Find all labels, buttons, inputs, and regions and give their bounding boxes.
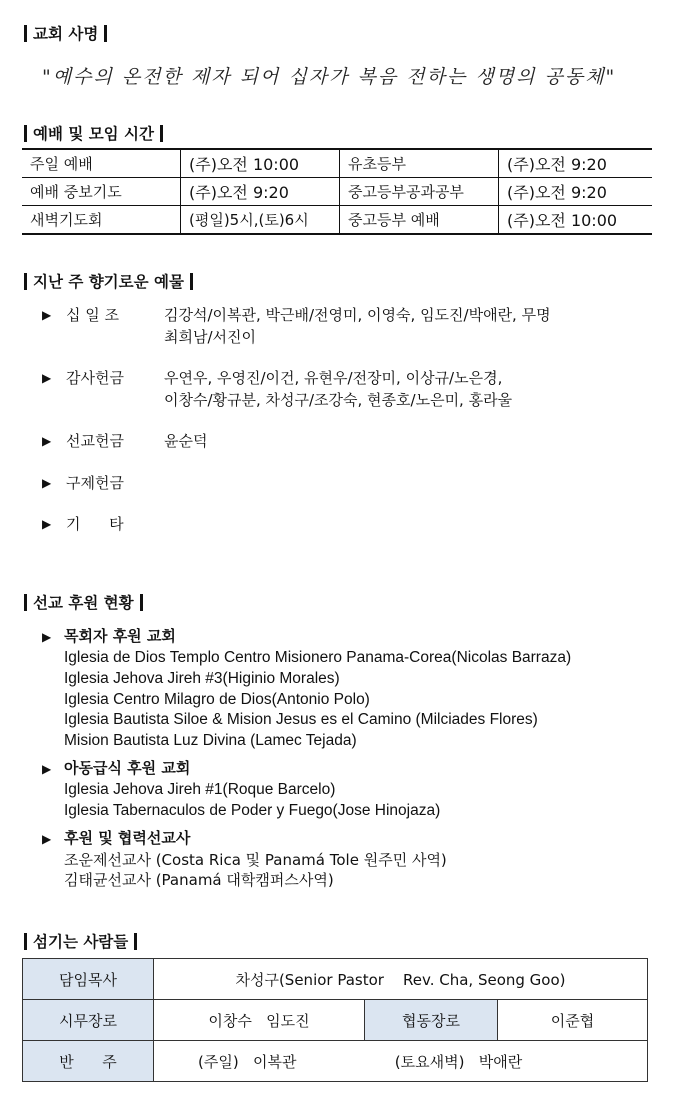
offering-names-line: 이창수/황규분, 차성구/조강숙, 현종호/노은미, 홍라울	[164, 391, 513, 409]
missionary: 김태균선교사 (Panamá 대학캠퍼스사역)	[64, 871, 334, 890]
mission-group-missionaries	[42, 828, 571, 892]
offering-names	[164, 430, 207, 452]
table-row	[22, 149, 652, 178]
offering-names-line: 최희남/서진이	[164, 328, 256, 346]
worship-schedule-table	[22, 148, 652, 235]
missions-title: 선교 후원 현황	[33, 594, 134, 612]
service-time: (주)오전 9:20	[499, 178, 653, 206]
mission-church: Iglesia Jehova Jireh #1(Roque Barcelo)	[64, 780, 336, 798]
church-mission-heading	[24, 22, 107, 44]
offering-names	[164, 367, 512, 411]
senior-pastor-value: 차성구(Senior Pastor Rev. Cha, Seong Goo)	[154, 959, 648, 1000]
offering-relief	[42, 472, 164, 494]
mission-church: Mision Bautista Luz Divina (Lamec Tejada)	[64, 732, 357, 750]
service-name: 새벽기도회	[22, 206, 181, 235]
heading-bar-left	[24, 933, 27, 950]
mission-church: Iglesia Centro Milagro de Dios(Antonio Polo)	[64, 690, 370, 708]
church-mission-title: 교회 사명	[33, 25, 99, 43]
mission-group-child-meals	[42, 758, 571, 822]
servants-title: 섬기는 사람들	[33, 933, 129, 951]
offering-label: 구제헌금	[66, 474, 124, 492]
mission-group-title: 아동급식 후원 교회	[64, 758, 191, 777]
service-name: 중고등부공과공부	[340, 178, 499, 206]
elder-label: 시무장로	[23, 1000, 154, 1041]
offering-thanks	[42, 367, 512, 411]
heading-bar-left	[24, 25, 27, 42]
table-row	[22, 178, 652, 206]
service-time: (주)오전 9:20	[499, 149, 653, 178]
coop-elder-label: 협동장로	[365, 1000, 498, 1041]
offering-names	[164, 304, 551, 348]
worship-heading	[24, 122, 163, 144]
offering-missions	[42, 430, 207, 452]
coop-elder-value: 이준협	[498, 1000, 648, 1041]
servants-heading	[24, 930, 137, 952]
mission-church: Iglesia Tabernaculos de Poder y Fuego(Jose Hinojaza)	[64, 801, 441, 819]
church-motto: "예수의 온전한 제자 되어 십자가 복음 전하는 생명의 공동체"	[42, 66, 617, 88]
mission-group-pastor-support	[42, 626, 571, 752]
offering-names-line: 김강석/이복관, 박근배/전영미, 이영숙, 임도진/박애란, 무명	[164, 306, 551, 324]
service-time: (주)오전 10:00	[499, 206, 653, 235]
table-row	[23, 1041, 648, 1082]
table-row	[23, 959, 648, 1000]
heading-bar-right	[190, 273, 193, 290]
elder-value: 이창수 임도진	[154, 1000, 365, 1041]
mission-group-heading	[42, 626, 571, 648]
accompanist-label: 반 주	[23, 1041, 154, 1082]
triangle-bullet-icon: ▶	[42, 434, 52, 448]
offering-other	[42, 513, 164, 535]
offerings-title: 지난 주 향기로운 예물	[33, 273, 184, 291]
heading-bar-right	[104, 25, 107, 42]
service-time: (평일)5시,(토)6시	[181, 206, 340, 235]
missionary: 조운제선교사 (Costa Rica 및 Panamá Tole 원주민 사역)	[64, 850, 447, 869]
accompanist-saturday: (토요새벽) 박애란	[394, 1052, 523, 1071]
triangle-bullet-icon: ▶	[42, 831, 52, 846]
mission-group-title: 후원 및 협력선교사	[64, 828, 191, 847]
servants-table	[22, 958, 648, 1082]
heading-bar-left	[24, 273, 27, 290]
mission-church: Iglesia Jehova Jireh #3(Higinio Morales)	[64, 669, 340, 687]
triangle-bullet-icon: ▶	[42, 630, 52, 644]
triangle-bullet-icon: ▶	[42, 517, 52, 531]
table-row	[23, 1000, 648, 1041]
offering-label: 기 타	[66, 515, 124, 533]
offering-names-line: 우연우, 우영진/이건, 유현우/전장미, 이상규/노은경,	[164, 369, 503, 387]
missions-list	[42, 626, 571, 897]
mission-church: Iglesia de Dios Templo Centro Misionero Panama-Corea(Nicolas Barraza)	[64, 649, 572, 666]
senior-pastor-label: 담임목사	[23, 959, 154, 1000]
service-time: (주)오전 10:00	[181, 149, 340, 178]
service-name: 예배 중보기도	[22, 178, 181, 206]
mission-group-heading	[42, 758, 571, 780]
triangle-bullet-icon: ▶	[42, 761, 52, 776]
service-name: 중고등부 예배	[340, 206, 499, 235]
service-name: 유초등부	[340, 149, 499, 178]
triangle-bullet-icon: ▶	[42, 476, 52, 490]
service-time: (주)오전 9:20	[181, 178, 340, 206]
worship-title: 예배 및 모임 시간	[33, 125, 155, 143]
offering-label: 선교헌금	[66, 432, 124, 450]
offering-label: 십 일 조	[66, 306, 120, 324]
heading-bar-right	[140, 594, 143, 611]
offering-names-line: 윤순덕	[164, 432, 208, 450]
triangle-bullet-icon: ▶	[42, 308, 52, 322]
accompanist-sunday: (주일) 이복관	[198, 1052, 297, 1071]
mission-group-title: 목회자 후원 교회	[64, 627, 176, 645]
heading-bar-right	[134, 933, 137, 950]
table-row	[22, 206, 652, 235]
heading-bar-left	[24, 594, 27, 611]
accompanist-value	[154, 1041, 648, 1082]
heading-bar-right	[160, 125, 163, 142]
service-name: 주일 예배	[22, 149, 181, 178]
offering-label: 감사헌금	[66, 369, 124, 387]
mission-group-heading	[42, 828, 571, 850]
triangle-bullet-icon: ▶	[42, 371, 52, 385]
missions-heading	[24, 591, 143, 613]
offerings-heading	[24, 270, 193, 292]
offering-tithe	[42, 304, 551, 348]
heading-bar-left	[24, 125, 27, 142]
mission-church: Iglesia Bautista Siloe & Mision Jesus es el Camino (Milciades Flores)	[64, 711, 538, 729]
